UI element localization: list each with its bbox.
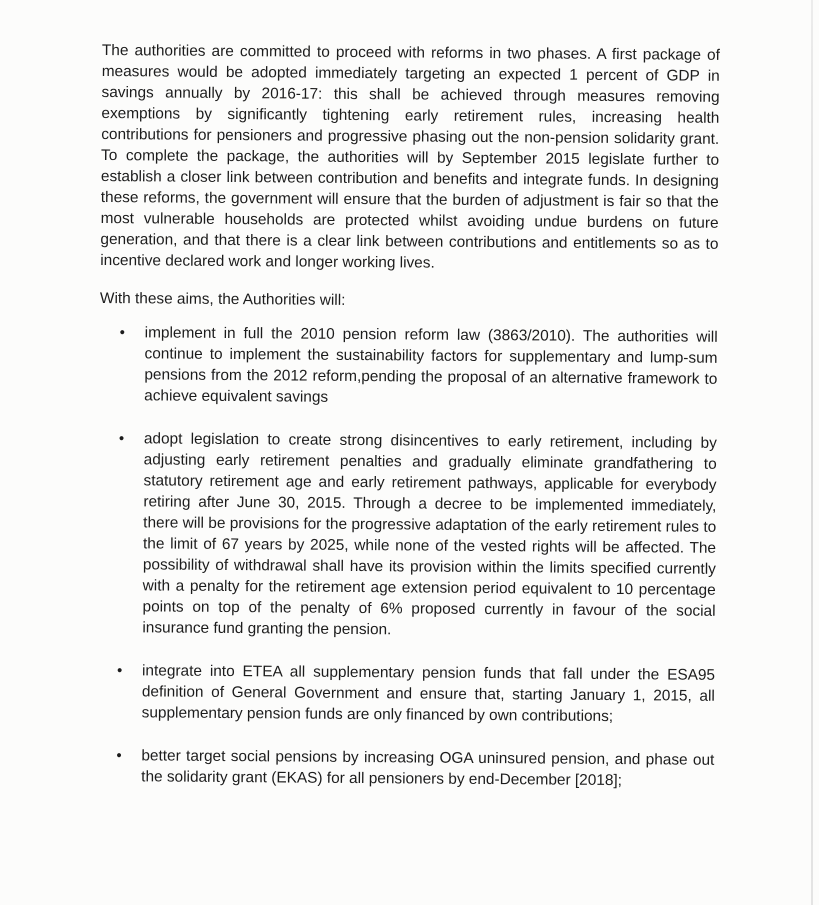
list-item [96, 745, 714, 792]
reform-measures-list [96, 322, 718, 792]
paragraph-reform-phases: The authorities are committed to proceed with reforms in two phases. A first package of measures would be adopted immediately targeting an expected 1 percent of GDP in savings annually by 2016-17: this shall be achieved through measures removing exemptions by significantly tightening early retirement rules, increasing health contributions for pensioners and progressive phasing out the non-pension solidarity grant. To complete the package, the authorities will by September 2015 legislate further to establish a closer link between contribution and benefits and integrate funds. In designing these reforms, the government will ensure that the burden of adjustment is fair so that the most vulnerable households are protected whilst avoiding undue burdens on future generation, and that there is a clear link between contributions and entitlements so as to incentive declared work and longer working lives. [100, 41, 720, 272]
bullet-icon: • [116, 747, 122, 765]
page-edge-shadow [811, 0, 813, 905]
intro-line: With these aims, the Authorities will: [99, 289, 346, 309]
list-item-text: adopt legislation to create strong disincentives to early retirement, including by adjusting early retirement penalties and gradually eliminate grandfathering to statutory retirement age and early retirement pathways, applicable for everybody retiring after June 30, 2015. Through a decree to be implemented immediately, there will be provisions for the progressive adaptation of the early retirement rules to the limit of 67 years by 2025, while none of the vested rights will be affected. The possibility of withdrawal shall have its provision within the limits specified currently with a penalty for the retirement age extension period equivalent to 10 percentage points on top of the penalty of 6% proposed currently in favour of the social insurance fund granting the pension. [142, 430, 717, 639]
bullet-icon: • [116, 662, 123, 680]
list-item [99, 322, 718, 411]
bullet-icon: • [118, 430, 125, 448]
list-item-text: implement in full the 2010 pension reform law (3863/2010). The authorities will continue to implement the sustainability factors for supplementary and lump-sum pensions from the 2012 reform,pending the proposal of an alternative framework to achieve equivalent savings [144, 324, 718, 406]
bullet-icon: • [119, 324, 126, 342]
list-item-text: integrate into ETEA all supplementary pension funds that fall under the ESA95 definition of General Government and ensure that, starting January 1, 2015, all supplementary pension funds are only financed by own contributions; [141, 662, 716, 726]
document-body [96, 40, 720, 814]
list-item [97, 660, 715, 728]
list-item [97, 428, 717, 643]
list-item-text: better target social pensions by increasing OGA uninsured pension, and phase out the solidarity grant (EKAS) for all pensioners by end-December [2018]; [141, 747, 715, 790]
